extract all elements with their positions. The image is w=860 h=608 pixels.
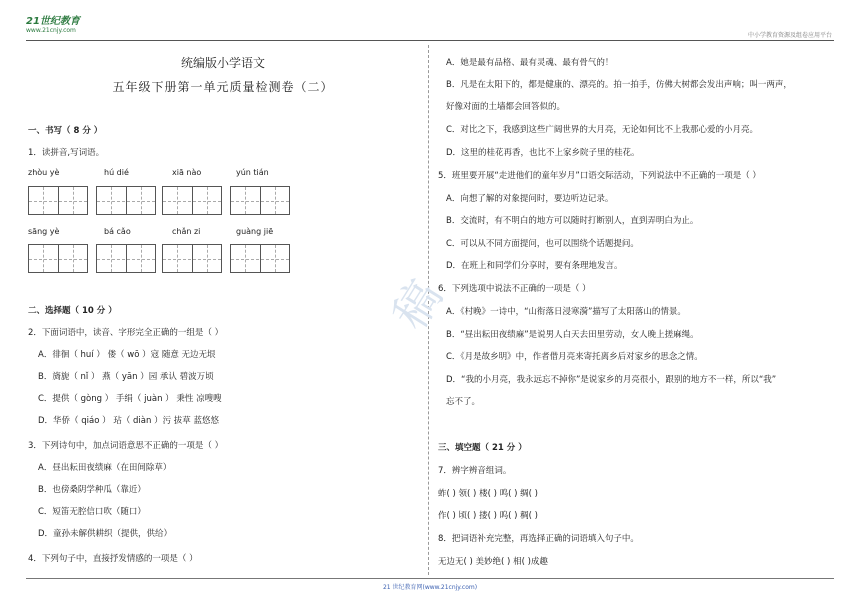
option-line: C．短笛无腔信口吹（随口） <box>38 507 146 517</box>
option-line: D．华侨（ qiáo ） 玷（ diàn ）污 拔草 蓝悠悠 <box>38 416 219 426</box>
writing-grid[interactable] <box>96 186 156 215</box>
writing-grid[interactable] <box>96 244 156 273</box>
option-line: A．《村晚》一诗中，“山衔落日浸寒漪”描写了太阳落山的情景。 <box>446 307 686 317</box>
option-line: D．童孙未解供耕织（提供，供给） <box>38 529 173 539</box>
section-heading-writing: 一、书写（ 8 分 ） <box>28 126 103 136</box>
option-line: D．这里的桂花再香，也比不上家乡院子里的桂花。 <box>446 148 640 158</box>
option-line: B．也傍桑阴学种瓜（靠近） <box>38 485 146 495</box>
option-line: B．“昼出耘田夜绩麻”是说男人白天去田里劳动，女人晚上搓麻绳。 <box>446 330 699 340</box>
header-platform-name: 中小学教育资源及组卷应用平台 <box>747 32 832 39</box>
pinyin-label: yún tián <box>236 168 269 177</box>
writing-grid[interactable] <box>28 244 88 273</box>
option-line: D．在班上和同学们分享时，要有条理地发言。 <box>446 261 623 271</box>
option-line: 忘不了。 <box>446 397 481 407</box>
logo-text: 21世纪教育 <box>26 16 80 27</box>
watermark: 稿 <box>382 270 453 339</box>
option-line: B．凡是在太阳下的，都是健康的、漂亮的。拍一拍手，仿佛大树都会发出声响；叫一两声， <box>446 80 792 90</box>
footer-text: 21 世纪教育网(www.21cnjy.com) <box>382 584 478 591</box>
option-line: C．提供（ gòng ） 手绢（ juàn ） 秉性 凉嗖嗖 <box>38 394 222 404</box>
site-logo <box>26 12 136 38</box>
section-heading-fill: 三、填空题（ 21 分 ） <box>438 443 527 453</box>
pinyin-label: sāng yè <box>28 227 60 236</box>
footer-rule <box>26 578 834 579</box>
option-line: A．向想了解的对象提问时，要边听边记录。 <box>446 194 614 204</box>
option-line: A．她是最有品格、最有灵魂、最有骨气的！ <box>446 58 614 68</box>
pinyin-label: chǎn zi <box>172 227 201 236</box>
writing-grid[interactable] <box>162 186 222 215</box>
writing-grid[interactable] <box>230 186 290 215</box>
question-6: 6．下列选项中说法不正确的一项是（ ） <box>438 284 591 294</box>
fill-row[interactable]: 作( ) 顷( ) 搂( ) 呜( ) 稠( ) <box>438 511 538 521</box>
pinyin-label: xiā nào <box>172 168 202 177</box>
option-line: A．昼出耘田夜绩麻（在田间除草） <box>38 463 172 473</box>
question-4: 4．下列句子中，直接抒发情感的一项是（ ） <box>28 554 198 564</box>
pinyin-label: zhòu yè <box>28 168 60 177</box>
section-heading-choice: 二、选择题（ 10 分 ） <box>28 306 117 316</box>
logo-url: www.21cnjy.com <box>26 27 76 34</box>
option-line: B．旖旎（ nǐ ） 燕（ yān ）园 承认 碧波万顷 <box>38 372 214 382</box>
question-7: 7．辨字辨音组词。 <box>438 466 512 476</box>
fill-row[interactable]: 无边无( ) 美妙绝( ) 相( )成趣 <box>438 557 548 567</box>
option-line: C．《月是故乡明》中，作者借月亮来寄托离乡后对家乡的思念之情。 <box>446 352 703 362</box>
writing-grid[interactable] <box>28 186 88 215</box>
option-line: A．徘徊（ huí ） 偻（ wō ）寇 随意 无边无垠 <box>38 350 216 360</box>
header-rule <box>26 40 834 41</box>
fill-row[interactable]: 蚱( ) 领( ) 楼( ) 鸣( ) 绸( ) <box>438 489 538 499</box>
pinyin-label: hú dié <box>104 168 129 177</box>
question-1: 1．读拼音,写词语。 <box>28 148 105 158</box>
pinyin-label: bá cǎo <box>104 227 131 236</box>
pinyin-label: guàng jiē <box>236 227 274 236</box>
question-3: 3．下列诗句中，加点词语意思不正确的一项是（ ） <box>28 441 224 451</box>
question-8: 8．把词语补充完整，再选择正确的词语填入句子中。 <box>438 534 639 544</box>
option-line: 好像对面的土墙都会回答似的。 <box>446 102 566 112</box>
paper-subtitle: 五年级下册第一单元质量检测卷（二） <box>112 80 334 94</box>
paper-title: 统编版小学语文 <box>180 56 265 70</box>
option-line: C．可以从不同方面提问，也可以围绕个话题提问。 <box>446 239 639 249</box>
writing-grid[interactable] <box>162 244 222 273</box>
option-line: B．交流时，有不明白的地方可以随时打断别人，直到弄明白为止。 <box>446 216 699 226</box>
question-2: 2．下面词语中，读音、字形完全正确的一组是（ ） <box>28 328 224 338</box>
option-line: C．对比之下，我感到这些广阔世界的大月亮，无论如何比不上我那心爱的小月亮。 <box>446 125 758 135</box>
option-line: D．“我的小月亮，我永远忘不掉你”是说家乡的月亮很小，跟别的地方不一样，所以“我” <box>446 375 777 385</box>
question-5: 5．班里要开展“走进他们的童年岁月”口语交际活动，下列说法中不正确的一项是（ ） <box>438 171 761 181</box>
writing-grid[interactable] <box>230 244 290 273</box>
